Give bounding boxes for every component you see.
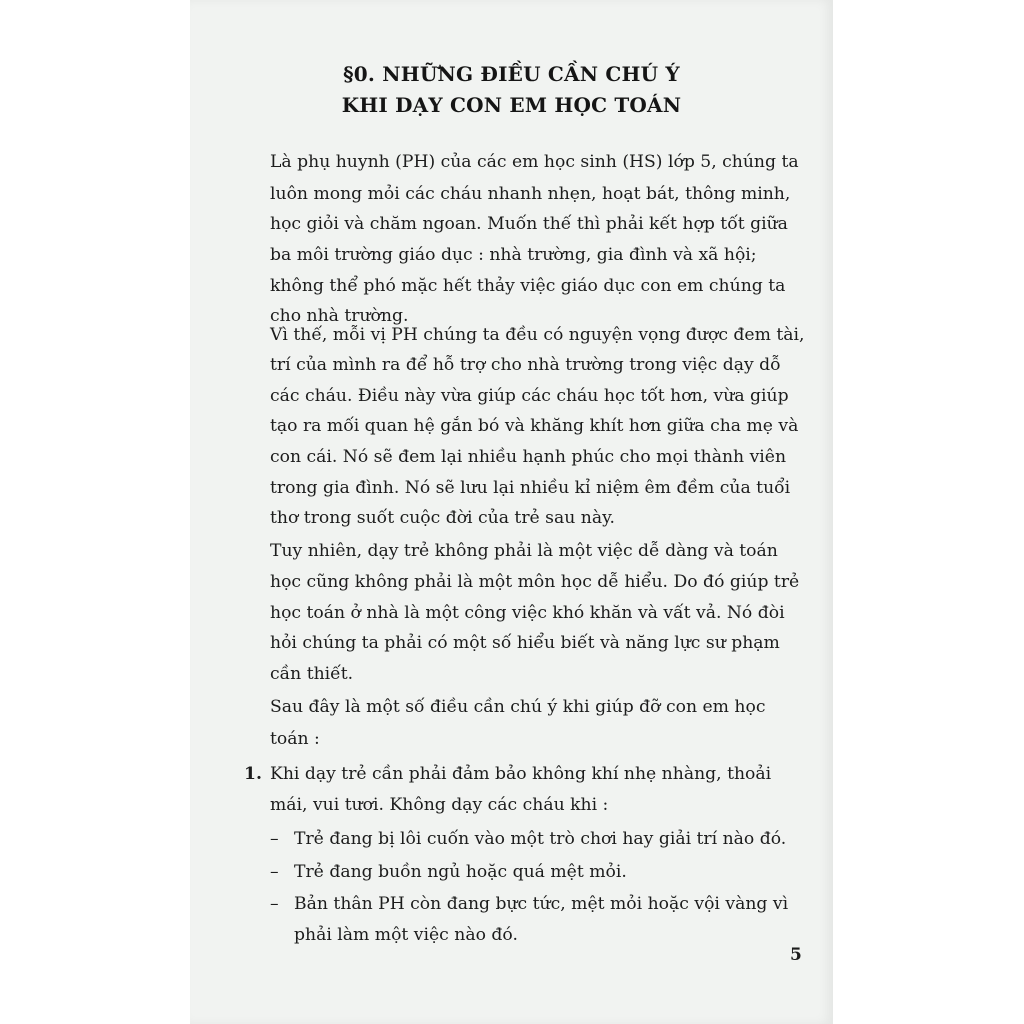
- paragraph-line: thơ trong suốt cuộc đời của trẻ sau này.: [270, 508, 615, 528]
- paragraph-line: Là phụ huynh (PH) của các em học sinh (HS) lớp 5, chúng ta: [270, 152, 799, 172]
- bullet-line: Trẻ đang bị lôi cuốn vào một trò chơi hay giải trí nào đó.: [294, 829, 787, 849]
- paragraph-line: cho nhà trường.: [270, 306, 409, 326]
- page-number: 5: [790, 945, 802, 965]
- paragraph-line: học cũng không phải là một môn học dễ hiểu. Do đó giúp trẻ: [270, 572, 800, 592]
- bullet-line: Trẻ đang buồn ngủ hoặc quá mệt mỏi.: [294, 862, 627, 882]
- paragraph-line: tạo ra mối quan hệ gắn bó và khăng khít hơn giữa cha mẹ và: [270, 416, 799, 436]
- paragraph-line: trong gia đình. Nó sẽ lưu lại nhiều kỉ niệm êm đềm của tuổi: [270, 478, 791, 498]
- bullet-line: Bản thân PH còn đang bực tức, mệt mỏi hoặc vội vàng vì: [294, 894, 789, 914]
- bullet-dash: –: [270, 894, 279, 914]
- paragraph-line: Tuy nhiên, dạy trẻ không phải là một việc dễ dàng và toán: [270, 541, 778, 561]
- bullet-dash: –: [270, 829, 279, 849]
- list-number: 1.: [244, 764, 262, 784]
- bullet-dash: –: [270, 862, 279, 882]
- paragraph-line: học toán ở nhà là một công việc khó khăn và vất vả. Nó đòi: [270, 603, 785, 623]
- paragraph-line: toán :: [270, 729, 320, 749]
- bullet-line: phải làm một việc nào đó.: [294, 925, 518, 945]
- numbered-item-line: Khi dạy trẻ cần phải đảm bảo không khí nhẹ nhàng, thoải: [270, 764, 772, 784]
- paragraph-line: các cháu. Điều này vừa giúp các cháu học tốt hơn, vừa giúp: [270, 386, 789, 406]
- paragraph-line: hỏi chúng ta phải có một số hiểu biết và năng lực sư phạm: [270, 633, 780, 653]
- paragraph-line: con cái. Nó sẽ đem lại nhiều hạnh phúc cho mọi thành viên: [270, 447, 787, 467]
- chapter-title-line-1: §0. NHỮNG ĐIỀU CẦN CHÚ Ý: [343, 62, 680, 86]
- paragraph-line: luôn mong mỏi các cháu nhanh nhẹn, hoạt bát, thông minh,: [270, 184, 791, 204]
- paragraph-line: cần thiết.: [270, 664, 354, 684]
- paragraph-line: ba môi trường giáo dục : nhà trường, gia đình và xã hội;: [270, 245, 757, 265]
- paragraph-line: học giỏi và chăm ngoan. Muốn thế thì phải kết hợp tốt giữa: [270, 214, 788, 234]
- paragraph-line: Sau đây là một số điều cần chú ý khi giúp đỡ con em học: [270, 697, 766, 717]
- numbered-item-line: mái, vui tươi. Không dạy các cháu khi :: [270, 795, 609, 815]
- chapter-title-line-2: KHI DẠY CON EM HỌC TOÁN: [341, 93, 682, 117]
- paragraph-line: không thể phó mặc hết thảy việc giáo dục con em chúng ta: [270, 276, 786, 296]
- book-page: [190, 0, 833, 1024]
- paragraph-line: trí của mình ra để hỗ trợ cho nhà trường trong việc dạy dỗ: [270, 355, 781, 375]
- paragraph-line: Vì thế, mỗi vị PH chúng ta đều có nguyện vọng được đem tài,: [270, 325, 805, 345]
